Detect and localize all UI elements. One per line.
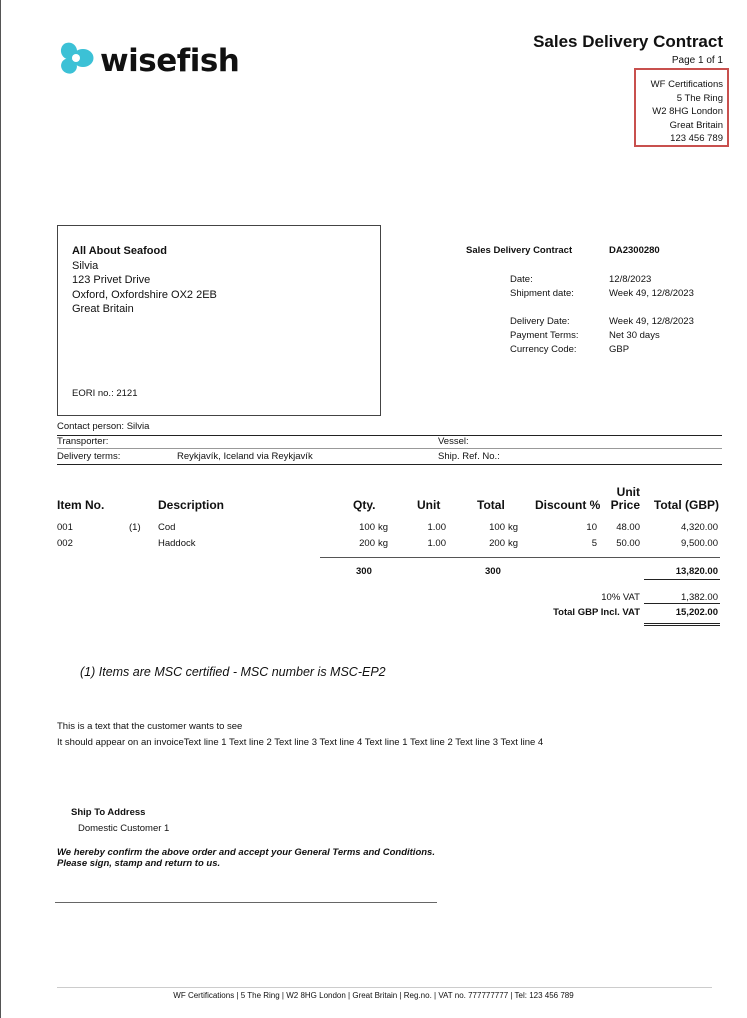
page-left-border (0, 0, 1, 1018)
header-discount: Discount % (535, 498, 601, 512)
subtotal-underline (644, 579, 720, 580)
row2-qty: 200 (359, 538, 375, 549)
row2-amount: 9,500.00 (681, 538, 718, 549)
grand-total-label: Total GBP Incl. VAT (553, 607, 640, 618)
grand-total-amount: 15,202.00 (675, 607, 718, 618)
payment-terms-label: Payment Terms: (510, 330, 579, 341)
company-street: 5 The Ring (676, 92, 723, 104)
header-total-gbp: Total (GBP) (653, 498, 719, 512)
footer-text: WF Certifications | 5 The Ring | W2 8HG London | Great Britain | Reg.no. | VAT no. 777777777 | Tel: 123 456 789 (173, 991, 574, 1000)
row2-discount: 5 (591, 538, 597, 549)
fish-logo-icon (58, 39, 96, 77)
customer-address-box (57, 225, 381, 416)
eori-number: EORI no.: 2121 (72, 388, 138, 399)
company-name: WF Certifications (650, 79, 723, 90)
header-qty: Qty. (353, 498, 376, 512)
header-item-no: Item No. (57, 498, 105, 512)
contract-number: DA2300280 (609, 245, 660, 256)
divider-bottom (57, 464, 722, 465)
customer-name: All About Seafood (72, 245, 167, 257)
delivery-terms-label: Delivery terms: (57, 451, 121, 462)
contact-person: Contact person: Silvia (57, 421, 150, 432)
row1-description: Cod (158, 522, 176, 533)
sum-divider (320, 557, 720, 558)
row2-item-no: 002 (57, 538, 73, 549)
footer-divider (57, 987, 712, 988)
confirmation-text: We hereby confirm the above order and accept your General Terms and Conditions. Please sign, stamp and return to us. (57, 847, 435, 869)
grand-total-double-underline (644, 625, 720, 626)
row1-total: 100 (489, 522, 505, 533)
date-label: Date: (510, 274, 533, 285)
row2-total: 200 (489, 538, 505, 549)
customer-text-line1: This is a text that the customer wants to see (57, 721, 243, 732)
delivery-terms-value: Reykjavík, Iceland via Reykjavík (177, 451, 313, 462)
row2-qty-unit: kg (378, 538, 389, 549)
divider-middle (57, 448, 722, 449)
customer-contact: Silvia (72, 259, 99, 272)
vessel-label: Vessel: (438, 436, 469, 447)
ship-to-title: Ship To Address (71, 807, 146, 818)
row1-qty: 100 (359, 522, 375, 533)
row1-qty-unit: kg (378, 522, 389, 533)
row1-item-no: 001 (57, 522, 73, 533)
ship-to-value: Domestic Customer 1 (78, 823, 170, 834)
shipment-date-value: Week 49, 12/8/2023 (609, 288, 694, 299)
header-unit-price-line2: Price (610, 498, 640, 512)
contract-label: Sales Delivery Contract (466, 245, 573, 256)
vat-amount: 1,382.00 (681, 592, 718, 603)
document-title: Sales Delivery Contract (533, 32, 723, 51)
page-number: Page 1 of 1 (671, 55, 723, 66)
payment-terms-value: Net 30 days (609, 330, 660, 341)
customer-country: Great Britain (72, 303, 134, 316)
delivery-date-value: Week 49, 12/8/2023 (609, 316, 694, 327)
sum-qty: 300 (356, 566, 372, 577)
customer-text-line2: It should appear on an invoiceText line 1 Text line 2 Text line 3 Text line 4 Text line 1 Text line 2 Text line 3 Text line 4 (57, 737, 544, 748)
header-unit: Unit (417, 498, 441, 512)
header-description: Description (158, 498, 225, 512)
wisefish-logo (58, 36, 239, 80)
currency-code-value: GBP (609, 344, 630, 355)
company-city: W2 8HG London (652, 106, 723, 118)
row2-unit: 1.00 (427, 538, 446, 549)
subtotal: 13,820.00 (675, 566, 718, 577)
company-address-box (634, 68, 729, 147)
row1-discount: 10 (586, 522, 597, 533)
header-unit-price-line1: Unit (616, 485, 640, 499)
company-phone: 123 456 789 (670, 133, 723, 145)
row2-total-unit: kg (508, 538, 519, 549)
date-value: 12/8/2023 (609, 274, 652, 285)
customer-street: 123 Privet Drive (72, 274, 151, 287)
row1-msc-flag: (1) (129, 522, 141, 533)
row1-unit-price: 48.00 (616, 522, 640, 533)
grand-total-underline (644, 623, 720, 624)
customer-city: Oxford, Oxfordshire OX2 2EB (72, 288, 217, 301)
row1-total-unit: kg (508, 522, 519, 533)
row2-description: Haddock (158, 538, 196, 549)
row1-unit: 1.00 (427, 522, 446, 533)
shipment-date-label: Shipment date: (510, 288, 574, 299)
row2-unit-price: 50.00 (616, 538, 640, 549)
header-total: Total (477, 498, 505, 512)
row1-amount: 4,320.00 (681, 522, 718, 533)
delivery-date-label: Delivery Date: (510, 316, 570, 327)
ship-ref-label: Ship. Ref. No.: (438, 451, 500, 462)
brand-name: wisefish (100, 43, 240, 79)
signature-line (55, 902, 437, 903)
currency-code-label: Currency Code: (510, 344, 577, 355)
divider-top (57, 435, 722, 436)
msc-note: (1) Items are MSC certified - MSC number is MSC-EP2 (80, 665, 386, 679)
vat-underline (644, 603, 720, 604)
vat-label: 10% VAT (601, 592, 640, 603)
transporter-label: Transporter: (57, 436, 109, 447)
sum-total: 300 (485, 566, 501, 577)
company-country: Great Britain (669, 119, 723, 131)
